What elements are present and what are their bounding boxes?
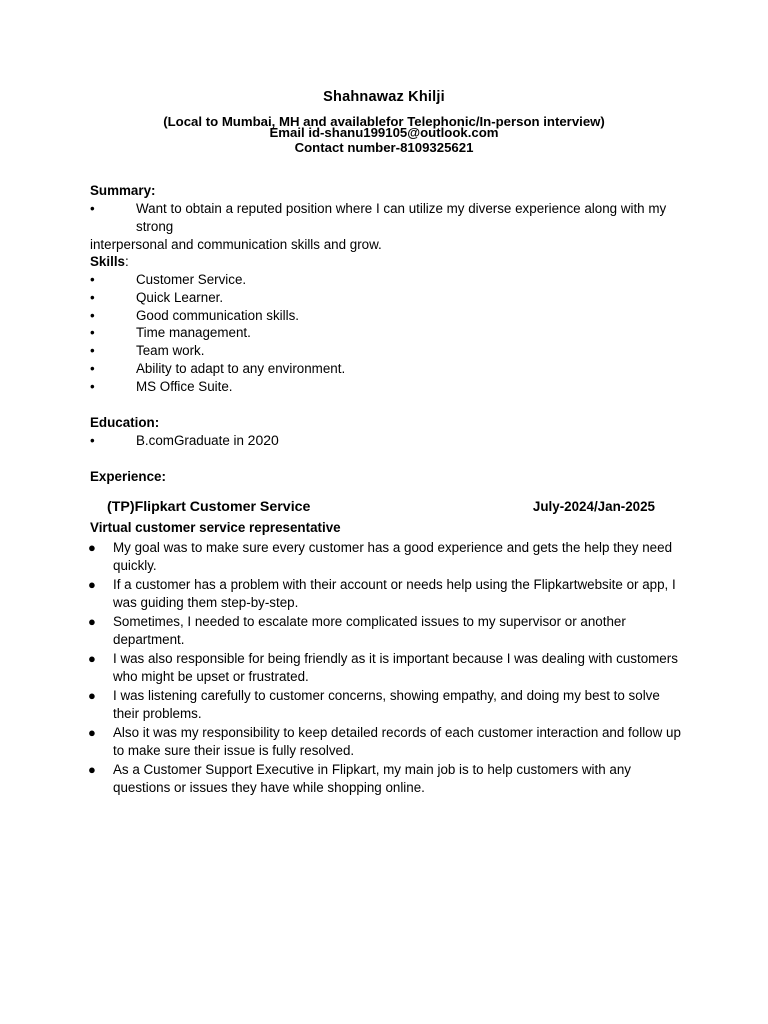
- bullet-icon: •: [90, 201, 95, 216]
- list-item: [90, 342, 690, 360]
- summary-section: [90, 182, 690, 253]
- skills-list: [90, 271, 690, 396]
- skill-text: MS Office Suite.: [136, 378, 233, 394]
- list-item: [90, 360, 690, 378]
- skills-title: Skills:: [90, 254, 129, 269]
- experience-text: Also it was my responsibility to keep detailed records of each customer interaction and follow up to make sure their issue is fully resolved.: [113, 725, 681, 758]
- experience-title: Experience:: [90, 469, 166, 484]
- summary-text-line1: Want to obtain a reputed position where I can utilize my diverse experience along with my strong: [136, 201, 667, 234]
- bullet-icon: ●: [88, 762, 96, 777]
- job-dates: July-2024/Jan-2025: [532, 499, 655, 514]
- skill-text: Quick Learner.: [136, 289, 224, 305]
- education-degree: B.comGraduate in: [136, 433, 248, 448]
- list-item: [90, 378, 690, 396]
- experience-text: My goal was to make sure every customer has a good experience and gets the help they need quickly.: [113, 540, 673, 573]
- skill-text: Customer Service.: [136, 272, 247, 287]
- bullet-icon: ●: [88, 577, 96, 592]
- bullet-icon: •: [90, 360, 95, 376]
- location-availability-line: (Local to Mumbai, MH and availablefor Telephonic/In-person interview): [163, 114, 605, 129]
- education-title: Education:: [90, 415, 160, 430]
- list-item: [88, 576, 688, 612]
- bullet-icon: ●: [88, 651, 96, 666]
- list-item: [88, 724, 688, 760]
- skill-text: Ability to adapt to any environment.: [136, 360, 346, 376]
- summary-bullet-line: [90, 200, 690, 236]
- summary-title: Summary:: [90, 183, 156, 198]
- job-title: (TP)Flipkart Customer Service: [107, 499, 311, 515]
- experience-text: I was listening carefully to customer concerns, showing empathy, and doing my best to solve their problems.: [113, 688, 660, 721]
- job-header: [107, 499, 655, 515]
- list-item: [90, 307, 690, 325]
- list-item: [88, 650, 688, 686]
- bullet-icon: •: [90, 433, 95, 448]
- bullet-icon: •: [90, 307, 95, 323]
- list-item: [90, 324, 690, 342]
- list-item: [88, 761, 688, 797]
- bullet-icon: •: [90, 272, 95, 287]
- bullet-icon: ●: [88, 540, 96, 555]
- bullet-icon: ●: [88, 614, 96, 629]
- education-item: [90, 432, 690, 450]
- list-item: [88, 687, 688, 723]
- bullet-icon: •: [90, 325, 95, 341]
- bullet-icon: ●: [88, 725, 96, 740]
- skill-text: Time management.: [136, 325, 251, 341]
- contact-line: Contact number-8109325621: [294, 140, 474, 155]
- email-line: Email id-shanu199105@outlook.com: [269, 125, 499, 140]
- candidate-name: Shahnawaz Khilji: [323, 89, 445, 105]
- summary-text-line2: interpersonal and communication skills and grow.: [90, 236, 382, 252]
- experience-text: As a Customer Support Executive in Flipkart, my main job is to help customers with any questions or issues they have while shopping online.: [113, 762, 631, 795]
- skill-text: Good communication skills.: [136, 307, 299, 323]
- bullet-icon: ●: [88, 688, 96, 703]
- bullet-icon: •: [90, 289, 95, 305]
- list-item: [90, 289, 690, 307]
- bullet-icon: •: [90, 378, 95, 394]
- experience-section: [90, 468, 690, 486]
- education-section: [90, 414, 690, 450]
- education-year: 2020: [247, 432, 279, 448]
- skill-text: Team work.: [136, 343, 205, 359]
- resume-header: [0, 89, 768, 155]
- experience-list: [88, 539, 688, 798]
- skills-section: [90, 253, 690, 396]
- experience-text: I was also responsible for being friendly as it is important because I was dealing with customers who might be upset or frustrated.: [113, 651, 678, 684]
- list-item: [88, 613, 688, 649]
- experience-text: If a customer has a problem with their account or needs help using the Flipkartwebsite or app, I was guiding them step-by-step.: [113, 577, 676, 610]
- job-role: Virtual customer service representative: [90, 520, 341, 535]
- experience-text: Sometimes, I needed to escalate more complicated issues to my supervisor or another department.: [113, 614, 626, 647]
- list-item: [90, 271, 690, 289]
- bullet-icon: •: [90, 343, 95, 359]
- list-item: [88, 539, 688, 575]
